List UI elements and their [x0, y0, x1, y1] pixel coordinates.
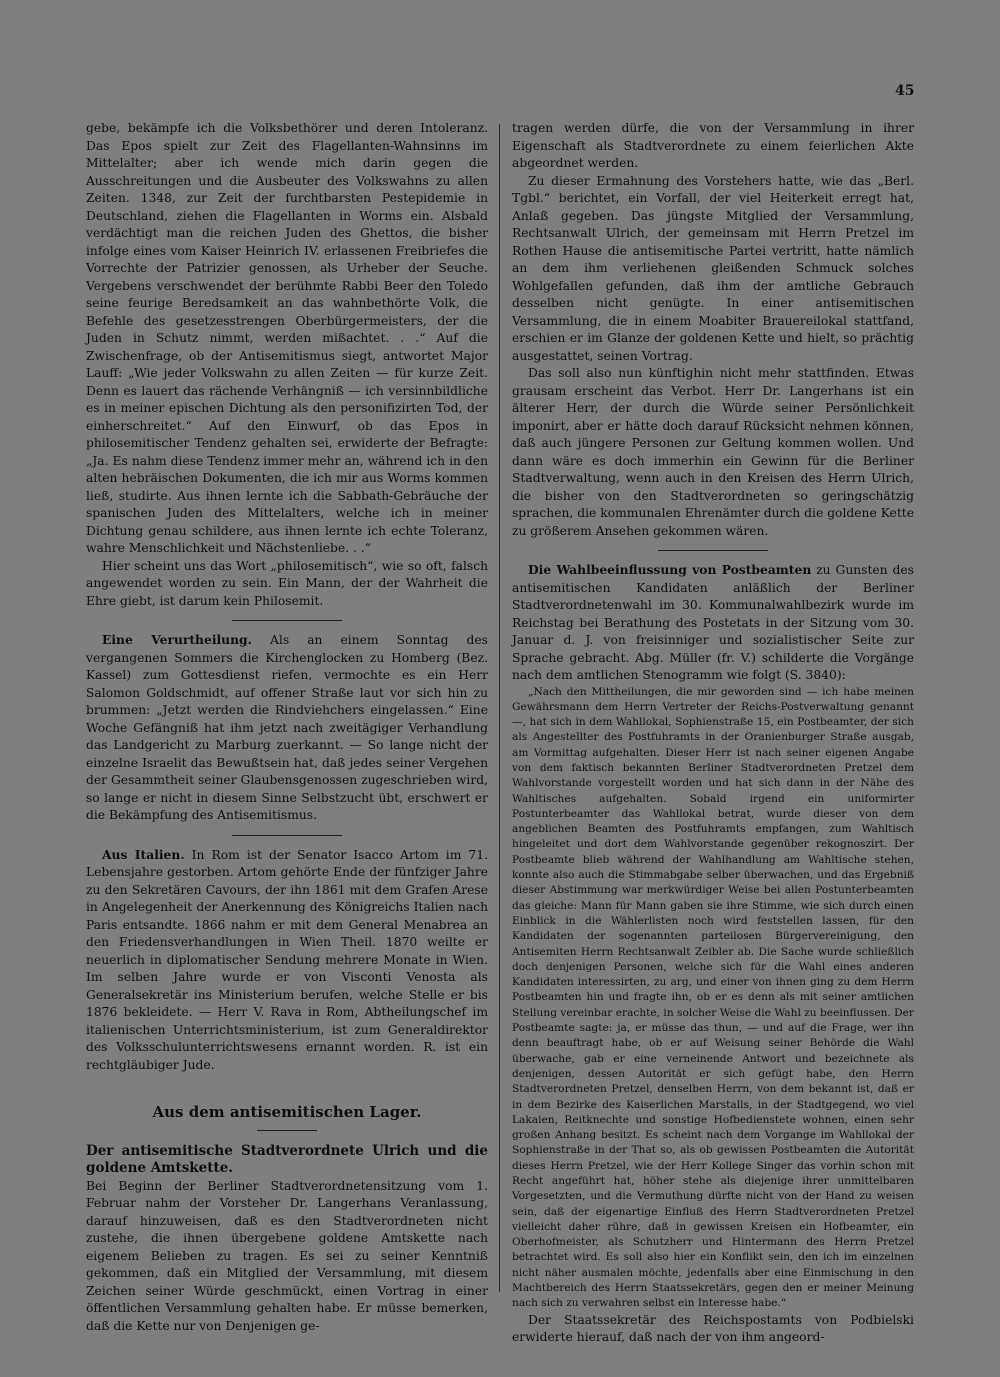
column-divider — [499, 124, 500, 1292]
article-wahlbeeinflussung — [512, 561, 914, 685]
paragraph-ermahnung: Zu dieser Ermahnung des Vorstehers hatte, wie das „Berl. Tgbl.“ berichtet, ein Vorfall, der viel Heiterkeit erregt hat, Anlaß gegeben. Das jüngste Mitglied der Versammlung, Rechtsanwalt Ulrich, der gemeinsam mit Herrn Pretzel im Rothen Hause die antisemitische Partei vertritt, hatte nämlich an dem ihm verliehenen gleißenden Schmuck solches Wohlgefallen gefunden, daß ihm der amtliche Gebrauch desselben nicht genügte. In einer antisemitischen Versammlung, die in einem Moabiter Brauereilokal stattfand, erschien er im Glanze der goldenen Kette und hielt, so prächtig ausgestattet, seinen Vortrag. — [512, 173, 914, 363]
stenogram-quote: „Nach den Mittheilungen, die mir geworden sind — ich habe meinen Gewährsmann dem Herrn Vertreter der Reichs-Postverwaltung genannt —, hat sich in dem Wahllokal, Sophienstraße 15, ein Postbeamter, der sich als Angestellter des Postfuhramts in der Oranienburger Straße ausgab, am Vormittag aufgehalten. Dieser Herr ist nach seiner eigenen Angabe von dem faktisch bekannten Berliner Stadtverordneten Pretzel dem Wahlvorstande vorgestellt worden und hat sich dann in der Nähe des Wahltisches aufgehalten. Sobald irgend ein uniformirter Postunterbeamter das Wahllokal betrat, wurde dieser von dem angeblichen Beamten des Postfuhramts empfangen, zum Wahltisch hingeleitet und dort dem Wahlvorstande gegenüber rekognoszirt. Der Postbeamte blieb während der Wahlhandlung am Wahltische stehen, konnte also auch die Stimmabgabe selber überwachen, und das Ergebniß dieser Abstimmung war merkwürdiger Weise bei allen Postunterbeamten das gleiche: Mann für Mann gaben sie ihre Stimme, wie sich durch einen Einblick in die Wählerlisten noch wird feststellen lassen, für den Kandidaten der sogenannten parteilosen Bürgervereinigung, den Antisemiten Herrn Rechtsanwalt Zeibler ab. Die Sache wurde schließlich doch denjenigen Personen, welche sich für die Wahl eines anderen Kandidaten interessirten, zu arg, und einer von ihnen ging zu dem Herrn Postbeamten hin und fragte ihn, ob er es denn als mit seiner amtlichen Stellung vereinbar erachte, in solcher Weise die Wahl zu beeinflussen. Der Postbeamte sagte: ja, er müsse das thun, — und auf die Frage, wer ihn denn beauftragt habe, ob er auf Weisung seiner Behörde die Wahl überwache, gab er eine verneinende Antwort und bezeichnete als denjenigen, dessen Autorität er sich gefügt habe, den Herrn Stadtverordneten Pretzel, denselben Herrn, von dem bekannt ist, daß er in dem Bezirke des Kaiserlichen Marstalls, in der Stadtgegend, wo viel Lakaien, Reitknechte und sonstige Hofbedienstete wohnen, einen sehr großen Anhang besitzt. Es scheint nach dem Vorgange im Wahllokal der Sophienstraße in der That so, als ob gewissen Postbeamten die Autorität dieses Herrn Pretzel, wie der Herr Kollege Singer das vorhin schon mit Recht angeführt hat, höher stehe als diejenige ihrer unmittelbaren Vorgesetzten, und die Vermuthung dürfte nicht von der Hand zu weisen sein, daß der eigenartige Einfluß des Herrn Stadtverordneten Pretzel vielleicht daher rühre, daß in gewissen Kreisen ein Hofbeamter, ein Oberhofmeister, als Schutzherr und Hintermann des Herrn Pretzel betrachtet wird. Es soll also hier ein Konflikt sein, den ich im einzelnen nicht näher ausmalen möchte, jedenfalls aber eine Einmischung in den Machtbereich des Herrn Staatssekretärs, gegen den er meiner Meinung nach sich zu verwahren selbst ein Interesse habe.“ — [512, 685, 914, 1310]
paragraph-continuation: tragen werden dürfe, die von der Versammlung in ihrer Eigenschaft als Stadtverordnete zu einem feierlichen Akte abgeordnet werden. — [512, 121, 914, 170]
divider — [232, 620, 342, 621]
paragraph-closing: Der Staatssekretär des Reichspostamts von Podbielski erwiderte hierauf, daß nach der von ihm angeord- — [512, 1312, 914, 1345]
right-column — [512, 120, 914, 1345]
article-verurtheilung — [86, 631, 488, 825]
rubric-italien: Aus Italien. — [102, 846, 185, 862]
paragraph-epos: gebe, bekämpfe ich die Volksbethörer und deren Intoleranz. Das Epos spielt zur Zeit des Flagellanten-Wahnsinns im Mittelalter; aber ich wende mich darin gegen die Ausschreitungen und die Ausbeuter des Volkswahns zu allen Zeiten. 1348, zur Zeit der furchtbarsten Pestepidemie in Deutschland, ziehen die Flagellanten in Worms ein. Alsbald verdächtigt man die reichen Juden des Ghettos, die bisher infolge eines vom Kaiser Heinrich IV. erlassenen Freibriefes die Vorrechte der Patrizier genossen, als Urheber der Seuche. Vergebens verschwendet der berühmte Rabbi Beer den Toledo seine feurige Beredsamkeit an das wahnbethörte Volk, die Befehle des gesetzesstrengen Oberbürgermeisters, der die Juden in Schutz nimmt, werden mißachtet. . .“ Auf die Zwischenfrage, ob der Antisemitismus siegt, antwortet Major Lauff: „Wie jeder Volkswahn zu allen Zeiten — für kurze Zeit. Denn es lauert das rächende Verhängniß — ich versinnbildliche es in meiner epischen Dichtung als den personifizirten Tod, der einherschreitet.“ Auf den Einwurf, ob das Epos in philosemitischer Tendenz gehalten sei, erwiderte der Befragte: „Ja. Es nahm diese Tendenz immer mehr an, während ich in den alten hebräischen Dokumenten, die ich mir aus Worms kommen ließ, studirte. Aus ihnen lernte ich die Sabbath-Gebräuche der spanischen Juden des Mittelalters, welche ich in meiner Dichtung genau schildere, aus ihnen lernte ich echte Toleranz, wahre Menschlichkeit und Nächstenliebe. . .“ — [86, 121, 488, 555]
rubric-verurtheilung: Eine Verurtheilung. — [102, 632, 252, 647]
divider — [658, 550, 768, 551]
section-heading: Aus dem antisemitischen Lager. — [152, 1103, 422, 1121]
text-italien: In Rom ist der Senator Isacco Artom im 71. Lebensjahre gestorben. Artom gehörte Ende der fünfziger Jahre zu den Sekretären Cavours, der ihn 1861 mit dem Grafen Arese in Angelegenheit der Anerkennung des Königreichs Italien nach Paris entsandte. 1866 nahm er mit dem General Menabrea an den Friedensverhandlungen in Wien Theil. 1870 weilte er neuerlich in diplomatischer Sendung mehrere Monate in Wien. Im selben Jahre wurde er von Visconti Venosta als Generalsekretär ins Ministerium berufen, welche Stelle er bis 1876 bekleidete. — Herr V. Rava in Rom, Abtheilungschef im italienischen Unterrichtsministerium, ist zum Generaldirektor des Volksschulunterrichtswesens ernannt worden. R. ist ein rechtgläubiger Jude. — [86, 847, 488, 1072]
paragraph-philosemitisch: Hier scheint uns das Wort „philosemitisch“, wie so oft, falsch angewendet worden zu sein. Ein Mann, der der Wahrheit die Ehre giebt, ist darum kein Philosemit. — [86, 558, 488, 608]
text-wahlbeeinflussung: zu Gunsten des antisemitischen Kandidaten anläßlich der Berliner Stadtverordnetenwahl im 30. Kommunalwahlbezirk wurde im Reichstag bei Berathung des Postetats in der Sitzung vom 30. Januar d. J. von freisinniger und sozialistischer Seite zur Sprache gebracht. Abg. Müller (fr. V.) schilderte die Vorgänge nach dem amtlichen Stenogramm wie folgt (S. 3840): — [512, 563, 914, 682]
article-heading-ulrich: Der antisemitische Stadtverordnete Ulrich und die goldene Amtskette. — [86, 1142, 488, 1176]
text-verurtheilung: Als an einem Sonntag des vergangenen Sommers die Kirchenglocken zu Homberg (Bez. Kassel) zum Gottesdienst riefen, vermochte es ein Herr Salomon Goldschmidt, auf offener Straße laut vor sich hin zu brummen: „Jetzt werden die Rindviehchers eingelassen.“ Eine Woche Gefängniß hat ihm jetzt nach zweitägiger Verhandlung das Landgericht zu Marburg zuerkannt. — So lange nicht der einzelne Israelit das Bewußtsein hat, daß jedes seiner Vergehen der Gesammtheit seiner Glaubensgenossen zugeschrieben wird, so lange er nicht in diesem Sinne Selbstzucht übt, erschwert er die Bekämpfung des Antisemitismus. — [86, 633, 488, 822]
rubric-wahlbeeinflussung: Die Wahlbeeinflussung von Postbeamten — [528, 562, 812, 577]
article-text-ulrich: Bei Beginn der Berliner Stadtverordnetensitzung vom 1. Februar nahm der Vorsteher Dr. Langerhans Veranlassung, darauf hinzuweisen, daß es den Stadtverordneten nicht zustehe, die ihnen übergebene goldene Amtskette nach eigenem Belieben zu tragen. Es sei zu seiner Kenntniß gekommen, daß ein Mitglied der Versammlung, mit diesem Zeichen seiner Würde geschmückt, einen Vortrag in einer öffentlichen Versammlung gehalten habe. Er müsse bemerken, daß die Kette nur von Denjenigen ge- — [86, 1178, 488, 1333]
paragraph-verbot: Das soll also nun künftighin nicht mehr stattfinden. Etwas grausam erscheint das Verbot. Herr Dr. Langerhans ist ein älterer Herr, der durch die Würde seiner Persönlichkeit imponirt, aber er hätte doch darauf Rücksicht nehmen können, daß auch jüngere Personen zur Geltung kommen wollen. Und dann wäre es doch immerhin ein Gewinn für die Berliner Stadtverwaltung, wenn auch in den Kreisen des Herrn Ulrich, die bisher von den Stadtverordneten so geringschätzig sprachen, die kommunalen Ehrenämter durch die goldene Kette zu größerem Ansehen gekommen wären. — [512, 366, 914, 538]
heading-rule — [257, 1130, 317, 1131]
page-number: 45 — [895, 83, 915, 99]
divider — [232, 835, 342, 836]
left-column — [86, 120, 488, 1333]
article-italien — [86, 846, 488, 1075]
